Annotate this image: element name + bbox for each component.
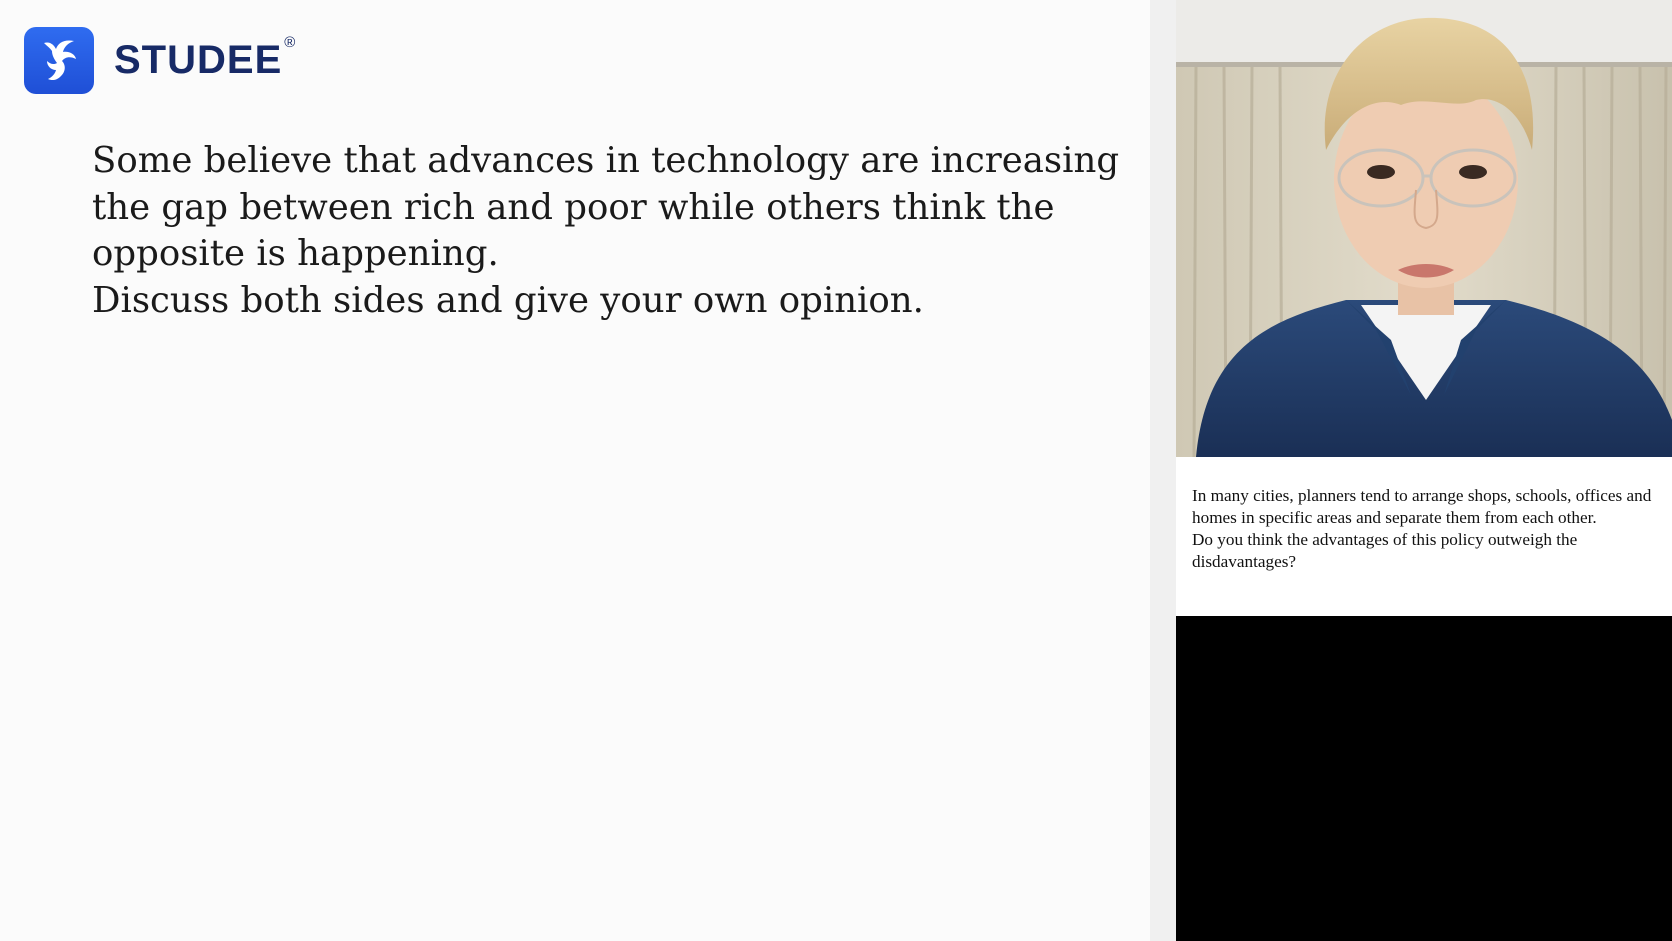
essay-prompt-statement: Some believe that advances in technology are increasing the gap between rich and poor while others think the opposite is happening. <box>92 140 1120 274</box>
secondary-essay-prompt <box>1176 457 1672 616</box>
side-panel <box>1176 0 1672 941</box>
brand-logo <box>24 27 297 94</box>
presenter-webcam <box>1176 0 1672 457</box>
brand-name <box>114 34 297 83</box>
essay-prompt-instruction: Discuss both sides and give your own opinion. <box>92 279 924 321</box>
essay-prompt <box>92 138 1122 324</box>
brand-name-text: STUDEE <box>114 38 283 82</box>
secondary-prompt-question: Do you think the advantages of this policy outweigh the disdavantages? <box>1192 530 1578 571</box>
bird-logo-icon <box>24 27 94 94</box>
secondary-prompt-statement: In many cities, planners tend to arrange shops, schools, offices and homes in specific areas and separate them from each other. <box>1192 486 1652 527</box>
registered-mark: ® <box>284 34 297 51</box>
